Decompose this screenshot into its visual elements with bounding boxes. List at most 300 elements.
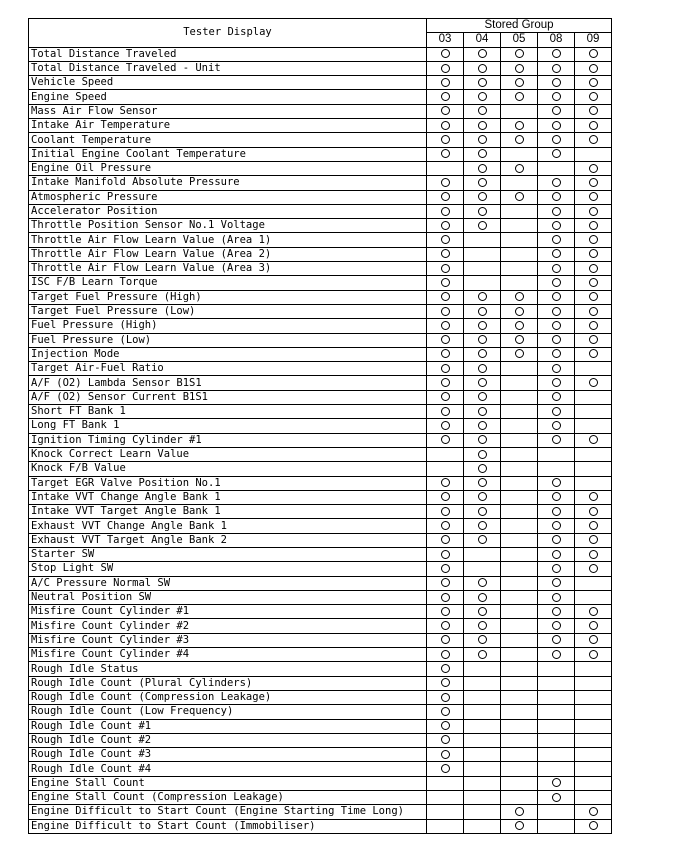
group-cell-04 — [464, 133, 501, 147]
group-cell-03 — [427, 433, 464, 447]
group-cell-04 — [464, 748, 501, 762]
group-cell-04 — [464, 476, 501, 490]
tester-display-item: Engine Difficult to Start Count (Immobiliser) — [29, 819, 427, 833]
group-cell-09 — [575, 733, 612, 747]
group-cell-08 — [538, 690, 575, 704]
stored-circle-icon — [552, 192, 561, 201]
group-cell-09 — [575, 290, 612, 304]
table-row — [29, 562, 612, 576]
stored-circle-icon — [441, 121, 450, 130]
table-row — [29, 662, 612, 676]
group-cell-04 — [464, 61, 501, 75]
tester-display-item: Target Fuel Pressure (Low) — [29, 304, 427, 318]
stored-circle-icon — [441, 149, 450, 158]
stored-circle-icon — [552, 149, 561, 158]
group-cell-08 — [538, 262, 575, 276]
group-cell-09 — [575, 533, 612, 547]
group-cell-05 — [501, 376, 538, 390]
table-row — [29, 805, 612, 819]
tester-display-item: ISC F/B Learn Torque — [29, 276, 427, 290]
group-cell-04 — [464, 705, 501, 719]
stored-circle-icon — [441, 735, 450, 744]
tester-display-item: Fuel Pressure (Low) — [29, 333, 427, 347]
group-cell-03 — [427, 605, 464, 619]
group-cell-05 — [501, 90, 538, 104]
stored-circle-icon — [552, 135, 561, 144]
group-cell-05 — [501, 805, 538, 819]
stored-circle-icon — [441, 535, 450, 544]
group-cell-03 — [427, 776, 464, 790]
stored-circle-icon — [552, 407, 561, 416]
stored-circle-icon — [441, 564, 450, 573]
stored-circle-icon — [441, 135, 450, 144]
group-cell-08 — [538, 533, 575, 547]
stored-circle-icon — [589, 564, 598, 573]
table-row — [29, 533, 612, 547]
stored-circle-icon — [441, 650, 450, 659]
table-row — [29, 133, 612, 147]
tester-display-item: Throttle Air Flow Learn Value (Area 1) — [29, 233, 427, 247]
stored-circle-icon — [441, 64, 450, 73]
stored-circle-icon — [441, 750, 450, 759]
table-row — [29, 219, 612, 233]
group-cell-08 — [538, 447, 575, 461]
group-cell-04 — [464, 676, 501, 690]
tester-display-item: Intake Manifold Absolute Pressure — [29, 176, 427, 190]
group-cell-03 — [427, 676, 464, 690]
tester-display-item: Ignition Timing Cylinder #1 — [29, 433, 427, 447]
group-cell-04 — [464, 247, 501, 261]
stored-circle-icon — [441, 664, 450, 673]
group-cell-09 — [575, 376, 612, 390]
group-cell-03 — [427, 104, 464, 118]
stored-circle-icon — [589, 521, 598, 530]
table-row — [29, 648, 612, 662]
stored-circle-icon — [552, 392, 561, 401]
group-cell-04 — [464, 819, 501, 833]
stored-circle-icon — [478, 578, 487, 587]
group-cell-09 — [575, 805, 612, 819]
stored-circle-icon — [478, 378, 487, 387]
group-cell-08 — [538, 190, 575, 204]
group-cell-08 — [538, 47, 575, 61]
group-cell-08 — [538, 290, 575, 304]
group-cell-09 — [575, 619, 612, 633]
group-cell-08 — [538, 119, 575, 133]
group-cell-08 — [538, 562, 575, 576]
tester-display-item: Knock F/B Value — [29, 462, 427, 476]
tester-display-item: Rough Idle Count (Compression Leakage) — [29, 690, 427, 704]
group-cell-09 — [575, 90, 612, 104]
group-cell-08 — [538, 390, 575, 404]
group-cell-09 — [575, 61, 612, 75]
group-cell-05 — [501, 719, 538, 733]
group-cell-05 — [501, 262, 538, 276]
group-cell-03 — [427, 190, 464, 204]
stored-circle-icon — [515, 164, 524, 173]
table-row — [29, 776, 612, 790]
group-cell-05 — [501, 562, 538, 576]
group-cell-05 — [501, 233, 538, 247]
group-cell-08 — [538, 648, 575, 662]
group-cell-04 — [464, 362, 501, 376]
stored-circle-icon — [478, 364, 487, 373]
stored-circle-icon — [478, 521, 487, 530]
stored-circle-icon — [441, 593, 450, 602]
group-cell-03 — [427, 276, 464, 290]
stored-circle-icon — [478, 149, 487, 158]
group-cell-09 — [575, 219, 612, 233]
group-cell-08 — [538, 762, 575, 776]
group-cell-09 — [575, 161, 612, 175]
group-cell-09 — [575, 347, 612, 361]
table-row — [29, 547, 612, 561]
group-cell-08 — [538, 276, 575, 290]
group-cell-09 — [575, 547, 612, 561]
group-cell-03 — [427, 362, 464, 376]
group-cell-08 — [538, 133, 575, 147]
group-cell-04 — [464, 462, 501, 476]
group-cell-03 — [427, 76, 464, 90]
group-cell-03 — [427, 490, 464, 504]
group-cell-08 — [538, 176, 575, 190]
stored-circle-icon — [552, 221, 561, 230]
table-row — [29, 762, 612, 776]
group-cell-04 — [464, 505, 501, 519]
stored-circle-icon — [589, 378, 598, 387]
group-cell-03 — [427, 447, 464, 461]
group-cell-03 — [427, 176, 464, 190]
stored-circle-icon — [478, 621, 487, 630]
tester-display-item: Long FT Bank 1 — [29, 419, 427, 433]
stored-circle-icon — [441, 707, 450, 716]
stored-circle-icon — [478, 335, 487, 344]
group-cell-08 — [538, 505, 575, 519]
stored-circle-icon — [441, 192, 450, 201]
group-cell-03 — [427, 662, 464, 676]
group-cell-03 — [427, 748, 464, 762]
group-cell-05 — [501, 776, 538, 790]
table-row — [29, 319, 612, 333]
stored-circle-icon — [515, 121, 524, 130]
stored-circle-icon — [589, 535, 598, 544]
stored-circle-icon — [441, 407, 450, 416]
table-row — [29, 276, 612, 290]
group-cell-05 — [501, 462, 538, 476]
group-cell-08 — [538, 490, 575, 504]
tester-display-item: Total Distance Traveled - Unit — [29, 61, 427, 75]
stored-circle-icon — [589, 492, 598, 501]
stored-circle-icon — [441, 106, 450, 115]
group-cell-05 — [501, 419, 538, 433]
table-row — [29, 104, 612, 118]
stored-circle-icon — [552, 492, 561, 501]
tester-display-item: Neutral Position SW — [29, 590, 427, 604]
group-cell-05 — [501, 819, 538, 833]
stored-circle-icon — [441, 721, 450, 730]
group-cell-04 — [464, 276, 501, 290]
stored-circle-icon — [441, 378, 450, 387]
group-cell-05 — [501, 533, 538, 547]
group-cell-09 — [575, 119, 612, 133]
group-header-09: 09 — [575, 33, 612, 47]
tester-display-item: Knock Correct Learn Value — [29, 447, 427, 461]
group-cell-05 — [501, 705, 538, 719]
group-cell-03 — [427, 147, 464, 161]
group-cell-05 — [501, 648, 538, 662]
group-cell-05 — [501, 304, 538, 318]
stored-circle-icon — [478, 349, 487, 358]
stored-circle-icon — [589, 650, 598, 659]
tester-display-header: Tester Display — [29, 19, 427, 48]
table-row — [29, 262, 612, 276]
stored-circle-icon — [478, 507, 487, 516]
group-cell-04 — [464, 147, 501, 161]
stored-circle-icon — [552, 307, 561, 316]
stored-circle-icon — [552, 292, 561, 301]
stored-circle-icon — [589, 507, 598, 516]
stored-circle-icon — [589, 621, 598, 630]
table-row — [29, 633, 612, 647]
table-row — [29, 676, 612, 690]
stored-circle-icon — [478, 221, 487, 230]
group-cell-09 — [575, 476, 612, 490]
group-cell-08 — [538, 476, 575, 490]
group-cell-08 — [538, 233, 575, 247]
stored-circle-icon — [441, 264, 450, 273]
tester-display-item: Rough Idle Count #4 — [29, 762, 427, 776]
table-row — [29, 433, 612, 447]
stored-circle-icon — [441, 207, 450, 216]
stored-circle-icon — [552, 507, 561, 516]
group-cell-05 — [501, 490, 538, 504]
stored-circle-icon — [441, 278, 450, 287]
stored-group-table — [28, 18, 612, 834]
group-cell-04 — [464, 762, 501, 776]
tester-display-item: Mass Air Flow Sensor — [29, 104, 427, 118]
tester-display-item: Stop Light SW — [29, 562, 427, 576]
group-cell-03 — [427, 247, 464, 261]
group-cell-03 — [427, 476, 464, 490]
group-cell-05 — [501, 61, 538, 75]
group-cell-05 — [501, 476, 538, 490]
group-cell-04 — [464, 304, 501, 318]
stored-circle-icon — [478, 450, 487, 459]
stored-circle-icon — [441, 435, 450, 444]
stored-circle-icon — [478, 407, 487, 416]
group-cell-09 — [575, 519, 612, 533]
table-row — [29, 719, 612, 733]
stored-circle-icon — [552, 478, 561, 487]
stored-circle-icon — [589, 321, 598, 330]
stored-circle-icon — [478, 321, 487, 330]
group-cell-04 — [464, 805, 501, 819]
group-cell-05 — [501, 133, 538, 147]
group-cell-03 — [427, 533, 464, 547]
stored-circle-icon — [589, 435, 598, 444]
stored-circle-icon — [441, 221, 450, 230]
table-row — [29, 90, 612, 104]
group-cell-05 — [501, 247, 538, 261]
stored-circle-icon — [589, 807, 598, 816]
stored-circle-icon — [589, 192, 598, 201]
group-cell-08 — [538, 333, 575, 347]
group-cell-08 — [538, 376, 575, 390]
group-cell-05 — [501, 519, 538, 533]
stored-circle-icon — [552, 207, 561, 216]
table-row — [29, 190, 612, 204]
stored-circle-icon — [589, 164, 598, 173]
stored-circle-icon — [552, 435, 561, 444]
group-cell-09 — [575, 490, 612, 504]
group-cell-03 — [427, 519, 464, 533]
stored-circle-icon — [589, 292, 598, 301]
stored-circle-icon — [515, 135, 524, 144]
group-cell-08 — [538, 605, 575, 619]
tester-display-item: Injection Mode — [29, 347, 427, 361]
stored-circle-icon — [552, 793, 561, 802]
group-cell-08 — [538, 90, 575, 104]
table-row — [29, 505, 612, 519]
group-cell-08 — [538, 204, 575, 218]
table-row — [29, 791, 612, 805]
stored-circle-icon — [552, 778, 561, 787]
stored-circle-icon — [589, 49, 598, 58]
stored-circle-icon — [589, 307, 598, 316]
group-cell-09 — [575, 762, 612, 776]
group-cell-08 — [538, 405, 575, 419]
stored-circle-icon — [589, 135, 598, 144]
stored-circle-icon — [552, 635, 561, 644]
group-cell-03 — [427, 590, 464, 604]
stored-circle-icon — [478, 207, 487, 216]
group-cell-04 — [464, 119, 501, 133]
group-cell-05 — [501, 362, 538, 376]
stored-circle-icon — [552, 621, 561, 630]
group-cell-04 — [464, 547, 501, 561]
group-cell-04 — [464, 319, 501, 333]
group-cell-04 — [464, 648, 501, 662]
stored-circle-icon — [552, 364, 561, 373]
group-cell-09 — [575, 662, 612, 676]
stored-circle-icon — [441, 635, 450, 644]
tester-display-item: Target Fuel Pressure (High) — [29, 290, 427, 304]
stored-circle-icon — [478, 464, 487, 473]
tester-display-item: Rough Idle Count (Plural Cylinders) — [29, 676, 427, 690]
group-cell-08 — [538, 590, 575, 604]
group-cell-04 — [464, 419, 501, 433]
table-row — [29, 147, 612, 161]
group-cell-04 — [464, 576, 501, 590]
stored-circle-icon — [478, 178, 487, 187]
table-row — [29, 462, 612, 476]
group-cell-04 — [464, 562, 501, 576]
stored-circle-icon — [441, 678, 450, 687]
group-cell-03 — [427, 262, 464, 276]
stored-circle-icon — [552, 564, 561, 573]
tester-display-item: Accelerator Position — [29, 204, 427, 218]
tester-display-item: Exhaust VVT Target Angle Bank 2 — [29, 533, 427, 547]
group-cell-08 — [538, 419, 575, 433]
group-cell-03 — [427, 333, 464, 347]
group-cell-09 — [575, 405, 612, 419]
group-cell-08 — [538, 819, 575, 833]
group-cell-05 — [501, 619, 538, 633]
group-cell-05 — [501, 390, 538, 404]
group-cell-03 — [427, 204, 464, 218]
table-row — [29, 347, 612, 361]
stored-circle-icon — [552, 550, 561, 559]
group-cell-05 — [501, 104, 538, 118]
group-cell-05 — [501, 590, 538, 604]
group-cell-08 — [538, 319, 575, 333]
stored-circle-icon — [441, 621, 450, 630]
group-cell-03 — [427, 119, 464, 133]
stored-circle-icon — [552, 278, 561, 287]
stored-circle-icon — [441, 178, 450, 187]
tester-display-item: Starter SW — [29, 547, 427, 561]
stored-circle-icon — [478, 78, 487, 87]
stored-circle-icon — [552, 535, 561, 544]
stored-circle-icon — [589, 78, 598, 87]
group-cell-09 — [575, 447, 612, 461]
group-cell-03 — [427, 233, 464, 247]
stored-circle-icon — [589, 64, 598, 73]
stored-circle-icon — [441, 49, 450, 58]
group-cell-05 — [501, 347, 538, 361]
table-row — [29, 290, 612, 304]
table-row — [29, 405, 612, 419]
stored-circle-icon — [515, 321, 524, 330]
stored-circle-icon — [478, 478, 487, 487]
stored-circle-icon — [552, 521, 561, 530]
tester-display-item: Total Distance Traveled — [29, 47, 427, 61]
tester-display-item: Rough Idle Count #3 — [29, 748, 427, 762]
stored-circle-icon — [478, 164, 487, 173]
tester-display-item: A/C Pressure Normal SW — [29, 576, 427, 590]
group-header-04: 04 — [464, 33, 501, 47]
group-cell-04 — [464, 590, 501, 604]
group-cell-08 — [538, 304, 575, 318]
group-cell-09 — [575, 676, 612, 690]
tester-display-item: Engine Stall Count (Compression Leakage) — [29, 791, 427, 805]
group-cell-08 — [538, 76, 575, 90]
group-cell-05 — [501, 762, 538, 776]
group-cell-08 — [538, 362, 575, 376]
table-row — [29, 390, 612, 404]
group-cell-03 — [427, 719, 464, 733]
group-cell-04 — [464, 390, 501, 404]
stored-circle-icon — [441, 764, 450, 773]
stored-circle-icon — [552, 578, 561, 587]
table-row — [29, 119, 612, 133]
group-cell-09 — [575, 204, 612, 218]
stored-circle-icon — [478, 121, 487, 130]
stored-circle-icon — [478, 392, 487, 401]
table-row — [29, 419, 612, 433]
group-cell-04 — [464, 347, 501, 361]
stored-circle-icon — [441, 521, 450, 530]
group-cell-08 — [538, 748, 575, 762]
stored-circle-icon — [441, 292, 450, 301]
group-cell-08 — [538, 347, 575, 361]
group-cell-08 — [538, 147, 575, 161]
group-cell-03 — [427, 619, 464, 633]
group-cell-09 — [575, 233, 612, 247]
stored-circle-icon — [552, 378, 561, 387]
group-cell-09 — [575, 791, 612, 805]
stored-circle-icon — [478, 650, 487, 659]
